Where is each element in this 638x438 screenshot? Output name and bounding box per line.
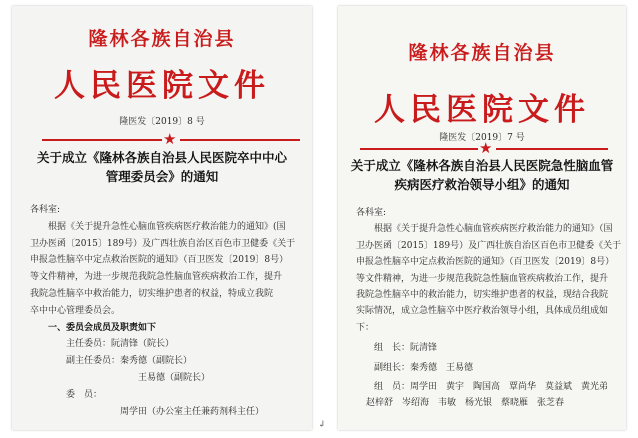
- notice-title: [338, 156, 626, 194]
- body-line: 我院急性脑卒中救治能力，切实维护患者的权益，特成立我院: [30, 288, 274, 299]
- body-line: 下：: [356, 322, 375, 333]
- body-line: 卫办医函〔2015〕189号）及广西壮族自治区百色市卫健委《关于: [356, 240, 622, 251]
- member-line: 主任委员：阮清锋（院长）: [66, 339, 175, 350]
- red-divider-left: [360, 148, 478, 150]
- notice-title-line: 管理委员会》的通知: [105, 169, 219, 184]
- county-name: 隆林各族自治县: [88, 28, 236, 50]
- body-line: 申报急性脑卒中定点救治医院的通知》（百卫医发〔2019〕8号）: [30, 255, 289, 266]
- document-page-left: [12, 6, 312, 430]
- document-number: 隆医发〔2019〕7 号: [439, 133, 525, 143]
- red-star-icon: ★: [479, 139, 493, 157]
- body-line: 根据《关于提升急性心脑血管疾病医疗救治能力的通知》(国: [48, 221, 286, 232]
- section-heading: 一、委员会成员及职责如下: [48, 322, 157, 333]
- member-line: 组 员：周学田 黄宇 陶国高 覃尚华 莫益斌 黄光弟: [374, 382, 609, 393]
- member-line: 副组长：秦秀德 王易德: [374, 362, 474, 373]
- notice-title: [12, 148, 312, 186]
- red-divider-right: [180, 139, 300, 141]
- body-line: 等文件精神，为进一步规范我院急性脑血管疾病救治工作，提升: [356, 273, 609, 284]
- paragraph-return-icon: ↲: [318, 420, 326, 430]
- notice-title-line: 疾病医疗救治领导小组》的通知: [394, 177, 570, 192]
- body-line: 申报急性脑卒中定点救治医院的通知》（百卫医发〔2019〕8号）: [356, 257, 615, 268]
- red-divider-right: [496, 148, 608, 150]
- body-line: 根据《关于提升急性心脑血管疾病医疗救治能力的通知》（国: [374, 224, 613, 235]
- member-line: 周学田（办公室主任兼药剂科主任）: [120, 406, 265, 417]
- document-page-right: [338, 6, 626, 430]
- body-line: 等文件精神，为进一步规范我院急性脑血管疾病救治工作，提升: [30, 272, 283, 283]
- notice-title-line: 关于成立《隆林各族自治县人民医院急性脑血管: [350, 158, 614, 173]
- salutation: 各科室:: [356, 208, 387, 218]
- red-divider-left: [42, 139, 162, 141]
- body-line: 实际情况，成立急性脑卒中医疗救治领导小组，具体成员组成如: [356, 306, 609, 317]
- county-name: 隆林各族自治县: [408, 42, 556, 64]
- salutation: 各科室:: [30, 205, 61, 215]
- notice-title-line: 关于成立《隆林各族自治县人民医院卒中中心: [36, 150, 287, 165]
- member-line: 委 员：: [66, 389, 103, 400]
- member-line: 副主任委员：秦秀德（副院长）: [66, 356, 193, 367]
- red-star-icon: ★: [163, 130, 177, 148]
- notice-body: [356, 205, 621, 412]
- body-line: 我院急性脑卒中的救治能力，切实维护患者的权益，现结合我院: [356, 290, 609, 301]
- document-header-title: 人民医院文件: [54, 68, 270, 104]
- body-line: 卫办医函〔2015〕189号）及广西壮族自治区百色市卫健委《关于: [30, 238, 296, 249]
- member-line: 组 长：阮清锋: [374, 343, 438, 354]
- body-line: 卒中中心管理委员会。: [30, 305, 121, 316]
- notice-body: [30, 202, 295, 420]
- member-line: 赵梓舒 岑绍海 韦敏 杨光银 蔡晓雁 张芝春: [366, 398, 565, 409]
- member-line: 王易德（副院长）: [138, 372, 211, 383]
- document-header-title: 人民医院文件: [374, 92, 590, 128]
- document-number: 隆医发〔2019〕8 号: [119, 117, 205, 127]
